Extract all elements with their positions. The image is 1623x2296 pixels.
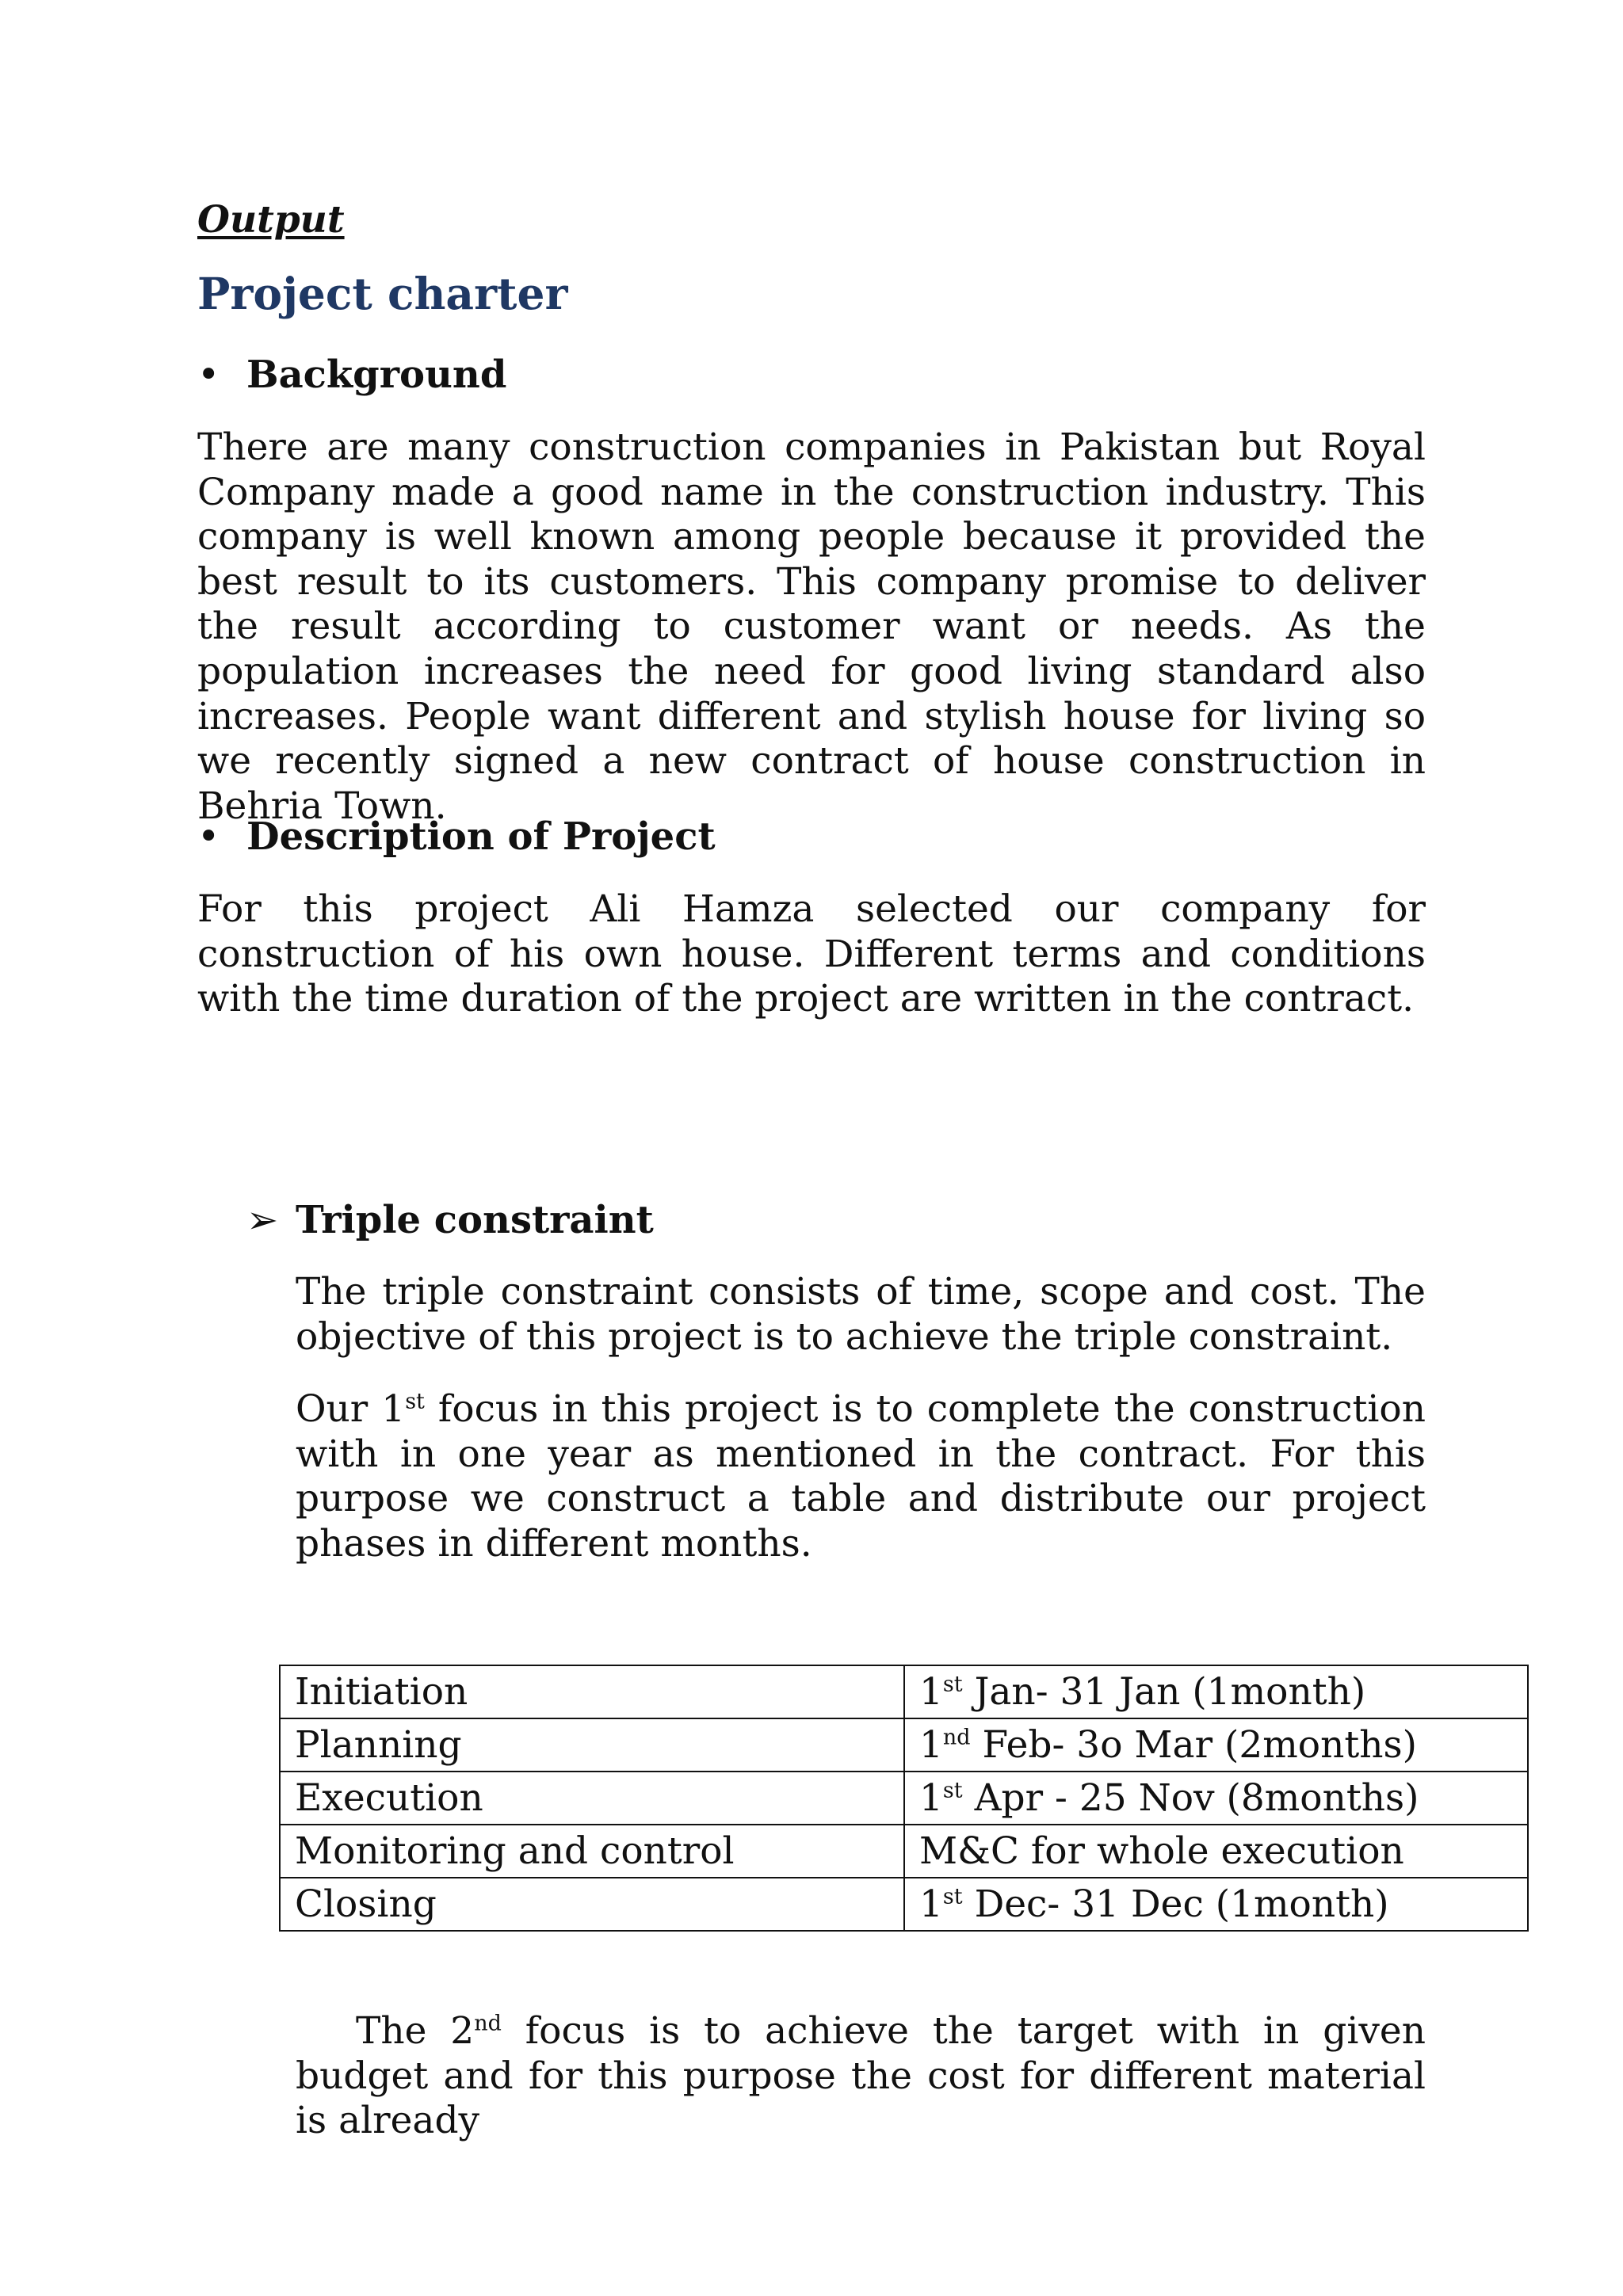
phase-cell: Execution xyxy=(280,1772,904,1825)
table-row xyxy=(280,1878,1528,1931)
first-focus-post: focus in this project is to complete the construction with in one year as mentioned in the contract. For this purpose we construct a table and distribute our project phases in different months. xyxy=(296,1387,1426,1566)
table-row xyxy=(280,1772,1528,1825)
arrow-bullet-icon: ➢ xyxy=(246,1198,279,1242)
duration-post: Jan- 31 Jan (1month) xyxy=(962,1669,1366,1714)
background-heading-text: Background xyxy=(246,353,507,397)
page-title: Project charter xyxy=(197,268,568,319)
duration-post: Feb- 3o Mar (2months) xyxy=(970,1722,1417,1767)
duration-pre: 1 xyxy=(919,1669,943,1714)
phase-cell: Closing xyxy=(280,1878,904,1931)
duration-ordinal: nd xyxy=(942,1724,971,1749)
phase-schedule-table xyxy=(279,1665,1529,1932)
table-row xyxy=(280,1718,1528,1772)
duration-cell xyxy=(904,1772,1528,1825)
second-focus-pre: The 2 xyxy=(356,2009,475,2053)
bullet-icon: • xyxy=(197,353,220,397)
phase-cell: Monitoring and control xyxy=(280,1825,904,1878)
second-focus-post: focus is to achieve the target with in given budget and for this purpose the cost for different material is already xyxy=(296,2009,1426,2143)
first-focus-paragraph xyxy=(296,1387,1426,1566)
first-focus-sup: st xyxy=(405,1389,425,1414)
phase-cell: Planning xyxy=(280,1718,904,1772)
description-heading-text: Description of Project xyxy=(246,814,716,859)
phase-schedule-body xyxy=(280,1665,1528,1931)
triple-constraint-heading xyxy=(246,1196,654,1244)
description-paragraph: For this project Ali Hamza selected our company for construction of his own house. Different terms and conditions with the time duration of the project are written in the contract. xyxy=(197,887,1426,1021)
duration-pre: 1 xyxy=(919,1722,943,1767)
table-row xyxy=(280,1665,1528,1718)
duration-cell xyxy=(904,1718,1528,1772)
duration-post: Dec- 31 Dec (1month) xyxy=(962,1882,1389,1926)
description-heading xyxy=(197,813,716,860)
second-focus-paragraph xyxy=(296,2009,1426,2144)
duration-cell xyxy=(904,1665,1528,1718)
duration-post: Apr - 25 Nov (8months) xyxy=(962,1775,1419,1820)
triple-constraint-paragraph: The triple constraint consists of time, scope and cost. The objective of this project is to achieve the triple constraint. xyxy=(296,1270,1426,1359)
triple-constraint-heading-text: Triple constraint xyxy=(296,1198,654,1242)
duration-ordinal: st xyxy=(942,1777,963,1802)
duration-cell xyxy=(904,1825,1528,1878)
duration-cell xyxy=(904,1878,1528,1931)
phase-cell: Initiation xyxy=(280,1665,904,1718)
duration-pre: 1 xyxy=(919,1882,943,1926)
table-row xyxy=(280,1825,1528,1878)
first-focus-pre: Our 1 xyxy=(296,1387,406,1431)
duration-ordinal: st xyxy=(942,1671,963,1696)
background-paragraph: There are many construction companies in Pakistan but Royal Company made a good name in the construction industry. This company is well known among people because it provided the best result to its customers. This company promise to deliver the result according to customer want or needs. As the population increases the need for good living standard also increases. People want different and stylish house for living so we recently signed a new contract of house construction in Behria Town. xyxy=(197,425,1426,828)
bullet-icon: • xyxy=(197,814,220,859)
duration-pre: M&C for whole execution xyxy=(919,1829,1404,1873)
duration-pre: 1 xyxy=(919,1775,943,1820)
duration-ordinal: st xyxy=(942,1883,963,1909)
output-label: Output xyxy=(197,198,345,242)
second-focus-sup: nd xyxy=(474,2011,502,2036)
background-heading xyxy=(197,351,506,399)
